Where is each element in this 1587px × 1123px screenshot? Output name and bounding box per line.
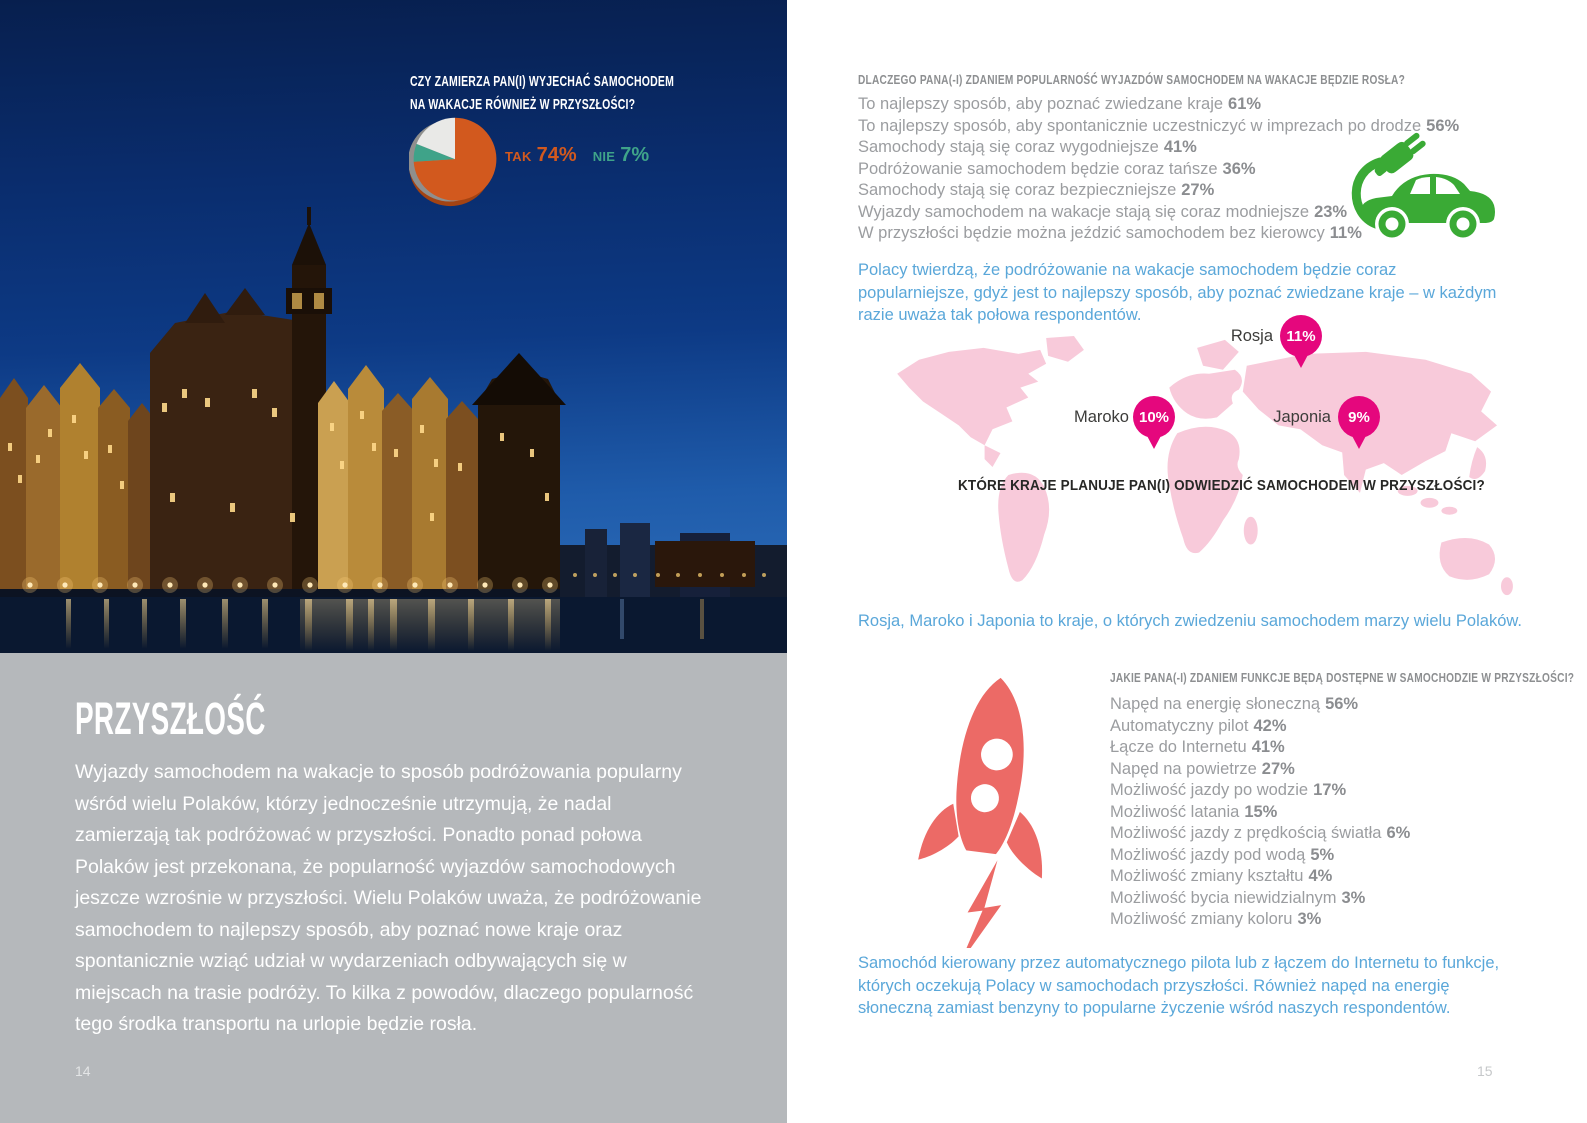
gray-text-panel (0, 653, 787, 1123)
answer-label: Możliwość bycia niewidzialnym (1110, 888, 1337, 907)
answer-value: 56% (1325, 695, 1359, 713)
pin-tail (1350, 432, 1368, 449)
summary-paragraph-3: Samochód kierowany przez automatycznego pilota lub z łączem do Internetu to funkcje, których oczekują Polacy w samochodach przyszłości. Również napęd na energię słoneczną zamiast benzyny to popularne życzenie wśród naszych respondentów. (858, 954, 1500, 1017)
list-item (1110, 845, 1410, 867)
list-item (1110, 737, 1410, 759)
pie-legend (505, 144, 649, 167)
answer-value: 11% (1329, 224, 1362, 242)
answer-label: Możliwość zmiany koloru (1110, 910, 1293, 928)
question2-header: JAKIE PANA(-I) ZDANIEM FUNKCJE BĘDĄ DOSTĘPNE W SAMOCHODZIE W PRZYSZŁOŚCI? (1110, 670, 1575, 685)
answer-label: Możliwość jazdy pod wodą (1110, 845, 1306, 864)
answer-label: Napęd na powietrze (1110, 759, 1257, 778)
answer-label: Samochody stają się coraz bezpieczniejsze (858, 181, 1177, 199)
answer-label: Napęd na energię słoneczną (1110, 695, 1321, 713)
summary-paragraph-1: Polacy twierdzą, że podróżowanie na wakacje samochodem będzie coraz popularniejsze, gdyż jest to najlepszy sposób, aby poznać zwiedzane kraje – w każdym razie uważa tak połowa respondentów. (858, 261, 1497, 324)
answer-value: 41% (1251, 738, 1285, 756)
answer-value: 42% (1253, 716, 1287, 735)
legend-no-label: NIE (592, 149, 616, 164)
map-question: KTÓRE KRAJE PLANUJE PAN(I) ODWIEDZIĆ SAMOCHODEM W PRZYSZŁOŚCI? (958, 477, 1485, 494)
answer-label: Samochody stają się coraz wygodniejsze (858, 138, 1159, 156)
map-label-maroko: Maroko (1073, 408, 1129, 426)
world-map (887, 330, 1537, 618)
answer-value: 3% (1297, 910, 1322, 928)
answer-value: 56% (1426, 116, 1460, 135)
answer-label: Podróżowanie samochodem będzie coraz tańsze (858, 159, 1218, 178)
answer-label: Możliwość jazdy z prędkością światła (1110, 824, 1382, 842)
page-left (0, 0, 787, 1123)
answer-value: 41% (1163, 138, 1197, 156)
page-number-right: 15 (1477, 1063, 1493, 1079)
page-number-left: 14 (75, 1063, 91, 1079)
pie-chart-question: CZY ZAMIERZA PAN(I) WYJECHAĆ SAMOCHODEM NA WAKACJE RÓWNIEŻ W PRZYSZŁOŚCI? (410, 73, 675, 113)
answer-value: 23% (1314, 202, 1348, 221)
pin-tail (1145, 432, 1163, 449)
pin-tail (1292, 351, 1310, 368)
location-pin-maroko (1133, 396, 1175, 438)
answer-value: 15% (1244, 802, 1278, 821)
city-skyline-illustration (0, 193, 787, 653)
answer-label: To najlepszy sposób, aby poznać zwiedzane kraje (858, 95, 1224, 113)
answer-label: Łącze do Internetu (1110, 738, 1247, 756)
pin-value: 11% (1280, 315, 1322, 357)
page-right (787, 0, 1587, 1123)
list-item (1110, 694, 1410, 716)
answer-label: Wyjazdy samochodem na wakacje stają się coraz modniejsze (858, 202, 1310, 221)
answer-value: 6% (1386, 824, 1411, 842)
answer-label: Możliwość zmiany kształtu (1110, 867, 1304, 885)
answer-label: Automatyczny pilot (1110, 716, 1249, 735)
list-item (1110, 780, 1410, 802)
map-label-japonia: Japonia (1273, 408, 1331, 426)
list-item (1110, 716, 1410, 738)
question2-answers (1110, 694, 1410, 931)
summary-paragraph-2: Rosja, Maroko i Japonia to kraje, o których zwiedzeniu samochodem marzy wielu Polaków. (858, 612, 1522, 630)
pin-value: 10% (1133, 396, 1175, 438)
section-title: PRZYSZŁOŚĆ (75, 693, 266, 744)
answer-label: To najlepszy sposób, aby spontanicznie uczestniczyć w imprezach po drodze (858, 116, 1422, 135)
legend-yes-label: TAK (505, 149, 532, 164)
legend-yes-value: 74% (536, 144, 577, 166)
intro-paragraph: Wyjazdy samochodem na wakacje to sposób podróżowania popularny wśród wielu Polaków, którzy jednocześnie utrzymują, że nadal zamierzają tak podróżować w przyszłości. Ponadto ponad połowa Polaków jest przekonana, że popularność wyjazdów samochodowych jeszcze wzrośnie w przyszłości. Wielu Polaków uważa, że podróżowanie samochodem to najlepszy sposób, aby poznać nowe kraje oraz spontanicznie wziąć udział w wydarzeniach odbywających się w miejscach na trasie podróży. To kilka z powodów, dlaczego popularność tego środka transportu na urlopie będzie rosła. (75, 761, 702, 1035)
question1-header: DLACZEGO PANA(-I) ZDANIEM POPULARNOŚĆ WYJAZDÓW SAMOCHODEM NA WAKACJE BĘDZIE ROSŁA? (858, 72, 1406, 87)
list-item (1110, 823, 1410, 845)
list-item (858, 94, 1459, 116)
list-item (1110, 866, 1410, 888)
electric-car-icon (1350, 126, 1500, 256)
location-pin-japonia (1338, 396, 1380, 438)
answer-label: W przyszłości będzie można jeździć samochodem bez kierowcy (858, 224, 1325, 242)
answer-value: 5% (1310, 845, 1335, 864)
night-city-photo (0, 0, 787, 653)
answer-value: 17% (1313, 781, 1347, 799)
answer-label: Możliwość latania (1110, 802, 1240, 821)
answer-label: Możliwość jazdy po wodzie (1110, 781, 1309, 799)
answer-value: 27% (1181, 181, 1215, 199)
answer-value: 61% (1228, 95, 1262, 113)
list-item (1110, 802, 1410, 824)
answer-value: 27% (1261, 759, 1295, 778)
pin-value: 9% (1338, 396, 1380, 438)
list-item (1110, 909, 1410, 931)
answer-value: 4% (1308, 867, 1333, 885)
location-pin-rosja (1280, 315, 1322, 357)
pie-chart (409, 114, 501, 208)
answer-value: 36% (1222, 159, 1256, 178)
answer-value: 3% (1341, 888, 1366, 907)
list-item (1110, 888, 1410, 910)
list-item (1110, 759, 1410, 781)
legend-no-value: 7% (620, 144, 650, 166)
rocket-icon (915, 668, 1065, 948)
map-label-rosja: Rosja (1230, 327, 1273, 345)
